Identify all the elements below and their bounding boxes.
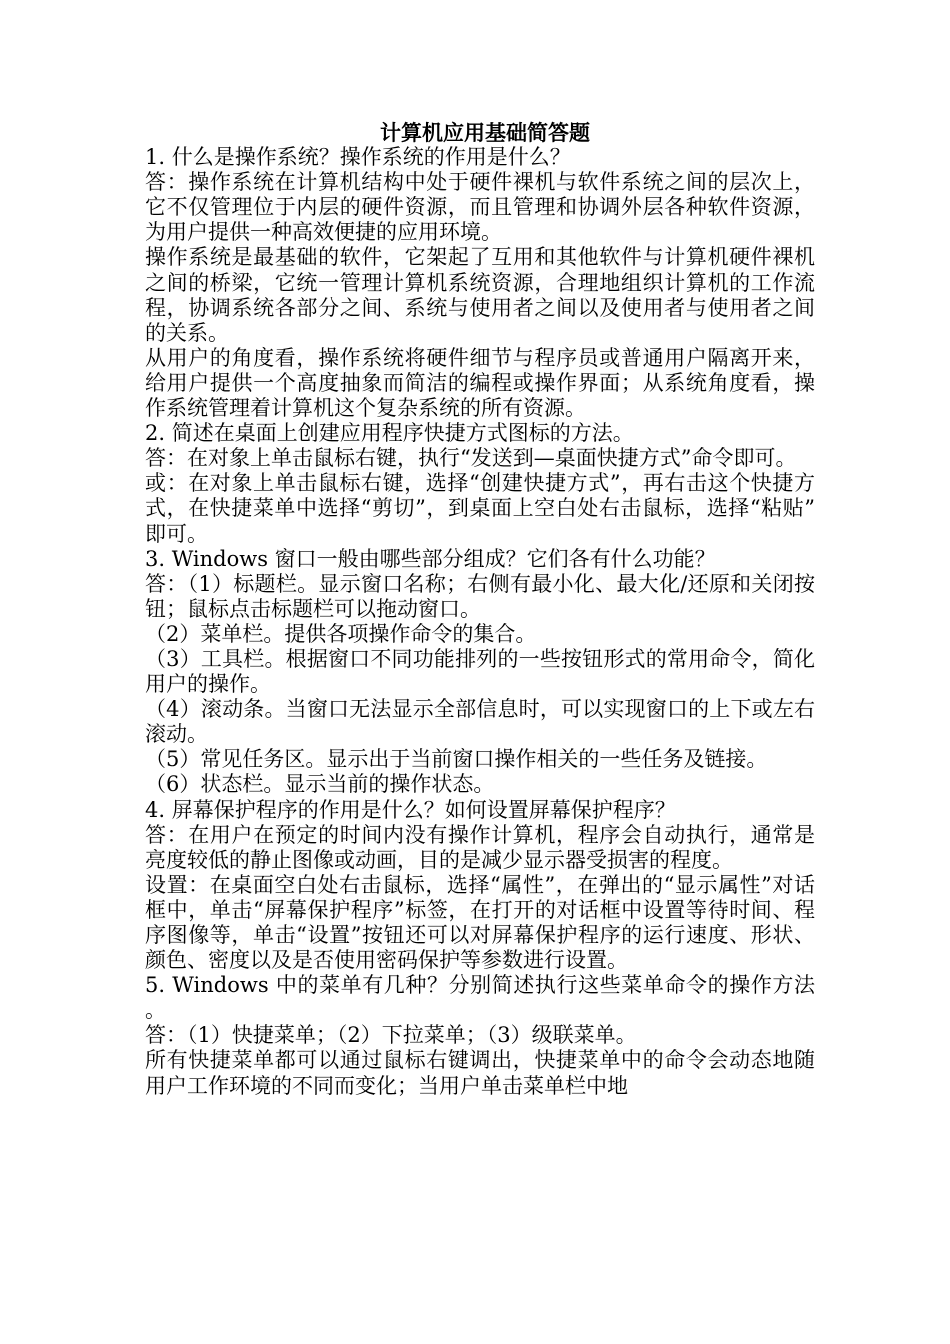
answer-paragraph: （6）状态栏。显示当前的操作状态。	[145, 772, 495, 797]
answer-paragraph: 或：在对象上单击鼠标右键，选择“创建快捷方式”，再右击这个快捷方式，在快捷菜单中选择“剪切”，到桌面上空白处右击鼠标，选择“粘贴”即可。	[145, 471, 815, 546]
answer-paragraph: 操作系统是最基础的软件，它架起了互用和其他软件与计算机硬件裸机之间的桥梁，它统一管理计算机系统资源，合理地组织计算机的工作流程，协调系统各部分之间、系统与使用者之间以及使用者与使用者之间的关系。	[145, 245, 815, 345]
answer-paragraph: 所有快捷菜单都可以通过鼠标右键调出，快捷菜单中的命令会动态地随用户工作环境的不同而变化；当用户单击菜单栏中地	[145, 1048, 815, 1098]
answer-paragraph: （2）菜单栏。提供各项操作命令的集合。	[145, 621, 537, 646]
answer-paragraph: 从用户的角度看，操作系统将硬件细节与程序员或普通用户隔离开来，给用户提供一个高度抽象而简洁的编程或操作界面；从系统角度看，操作系统管理着计算机这个复杂系统的所有资源。	[145, 345, 815, 421]
answer-paragraph: 答：操作系统在计算机结构中处于硬件裸机与软件系统之间的层次上，它不仅管理位于内层的硬件资源，而且管理和协调外层各种软件资源，为用户提供一种高效便捷的应用环境。	[145, 170, 815, 245]
document-title: 计算机应用基础简答题	[380, 120, 590, 145]
question-1: 1. 什么是操作系统？操作系统的作用是什么？	[145, 145, 571, 170]
answer-paragraph: （5）常见任务区。显示出于当前窗口操作相关的一些任务及链接。	[145, 747, 768, 772]
question-5: 5. Windows 中的菜单有几种？分别简述执行这些菜单命令的操作方法。	[145, 973, 815, 1023]
question-3: 3. Windows 窗口一般由哪些部分组成？它们各有什么功能？	[145, 546, 716, 571]
answer-paragraph: （3）工具栏。根据窗口不同功能排列的一些按钮形式的常用命令，简化用户的操作。	[145, 646, 815, 697]
question-2: 2. 简述在桌面上创建应用程序快捷方式图标的方法。	[145, 421, 634, 446]
answer-paragraph: 答：（1）标题栏。显示窗口名称；右侧有最小化、最大化/还原和关闭按钮；鼠标点击标题栏可以拖动窗口。	[145, 571, 815, 621]
answer-paragraph: （4）滚动条。当窗口无法显示全部信息时，可以实现窗口的上下或左右滚动。	[145, 697, 815, 747]
document-page	[145, 120, 815, 1099]
question-4: 4. 屏幕保护程序的作用是什么？如何设置屏幕保护程序？	[145, 797, 676, 822]
answer-paragraph: 答：在用户在预定的时间内没有操作计算机，程序会自动执行，通常是亮度较低的静止图像或动画，目的是减少显示器受损害的程度。	[145, 822, 815, 872]
answer-paragraph: 答：（1）快捷菜单；（2）下拉菜单；（3）级联菜单。	[145, 1023, 637, 1048]
answer-paragraph: 答：在对象上单击鼠标右键，执行“发送到—桌面快捷方式”命令即可。	[145, 446, 797, 471]
answer-paragraph: 设置：在桌面空白处右击鼠标，选择“属性”，在弹出的“显示属性”对话框中，单击“屏幕保护程序”标签，在打开的对话框中设置等待时间、程序图像等，单击“设置”按钮还可以对屏幕保护程序的运行速度、形状、颜色、密度以及是否使用密码保护等参数进行设置。	[145, 872, 815, 973]
